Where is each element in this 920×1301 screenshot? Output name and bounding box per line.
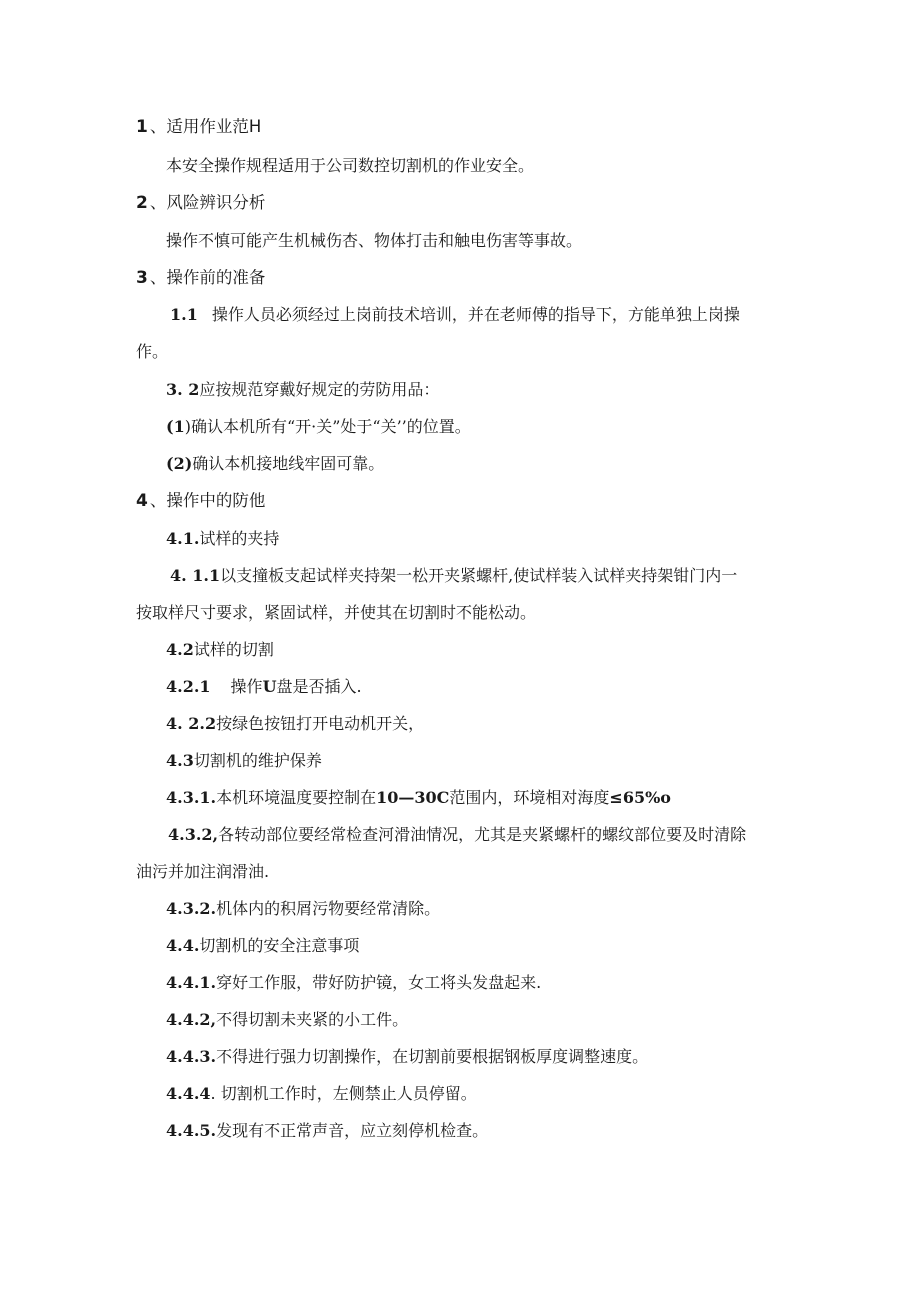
list-item-1: (1)确认本机所有“开·关”处于“关’’的位置。 bbox=[166, 417, 471, 436]
paragraph-3-1-line-2: 作。 bbox=[136, 342, 169, 361]
paragraph-4-4-5: 4.4.5.发现有不正常声音，应立刻停机检查。 bbox=[166, 1121, 489, 1140]
paragraph-4-2-1: 4.2.1 操作U盘是否插入. bbox=[166, 677, 362, 696]
paragraph-3-1-line-1: 1.1 操作人员必须经过上岗前技术培训，并在老师傅的指导下，方能单独上岗操 bbox=[170, 305, 740, 324]
paragraph-4-3: 4.3切割机的维护保养 bbox=[166, 751, 322, 770]
paragraph-4-2: 4.2试样的切割 bbox=[166, 640, 274, 659]
paragraph-4-2-2: 4. 2.2按绿色按钮打开电动机开关， bbox=[166, 714, 425, 733]
section-1-body: 本安全操作规程适用于公司数控切割机的作业安全。 bbox=[166, 156, 535, 175]
paragraph-4-4-2: 4.4.2,不得切割未夹紧的小工件。 bbox=[166, 1010, 409, 1029]
paragraph-4-4-4: 4.4.4. 切割机工作时，左侧禁止人员停留。 bbox=[166, 1084, 477, 1103]
list-item-2: (2)确认本机接地线牢固可靠。 bbox=[166, 454, 385, 473]
paragraph-4-4-3: 4.4.3.不得进行强力切割操作，在切割前要根据钢板厚度调整速度。 bbox=[166, 1047, 649, 1066]
paragraph-4-3-2-line-1: 4.3.2,各转动部位要经常检查河滑油情况，尤其是夹紧螺杆的螺纹部位要及时清除 bbox=[168, 825, 747, 844]
section-2-body: 操作不慎可能产生机械伤杏、物体打击和触电伤害等事故。 bbox=[166, 231, 583, 250]
paragraph-3-2: 3. 2应按规范穿戴好规定的劳防用品： bbox=[166, 380, 440, 399]
section-4-heading: 4 、操作中的防他 bbox=[136, 491, 266, 511]
section-2-heading: 2 、风险辨识分析 bbox=[136, 193, 266, 213]
paragraph-4-1-1-line-2: 按取样尺寸要求，紧固试样，并使其在切割时不能松动。 bbox=[136, 603, 537, 622]
paragraph-4-1: 4.1.试样的夹持 bbox=[166, 529, 280, 548]
paragraph-4-4-1: 4.4.1.穿好工作服，带好防护镜，女工将头发盘起来. bbox=[166, 973, 542, 992]
paragraph-4-1-1-line-1: 4. 1.1以支撞板支起试样夹持架一松开夹紧螺杆,使试样装入试样夹持架钳门内一 bbox=[170, 566, 738, 585]
paragraph-4-4: 4.4.切割机的安全注意事项 bbox=[166, 936, 360, 955]
section-3-heading: 3 、操作前的准备 bbox=[136, 268, 266, 288]
section-1-heading: 1 、适用作业范H bbox=[136, 117, 262, 137]
paragraph-4-3-2-b: 4.3.2.机体内的积屑污物要经常清除。 bbox=[166, 899, 441, 918]
paragraph-4-3-2-line-2: 油污并加注润滑油. bbox=[136, 862, 270, 881]
paragraph-4-3-1: 4.3.1.本机环境温度要控制在10—30C范围内，环境相对海度≤65%o bbox=[166, 788, 671, 807]
